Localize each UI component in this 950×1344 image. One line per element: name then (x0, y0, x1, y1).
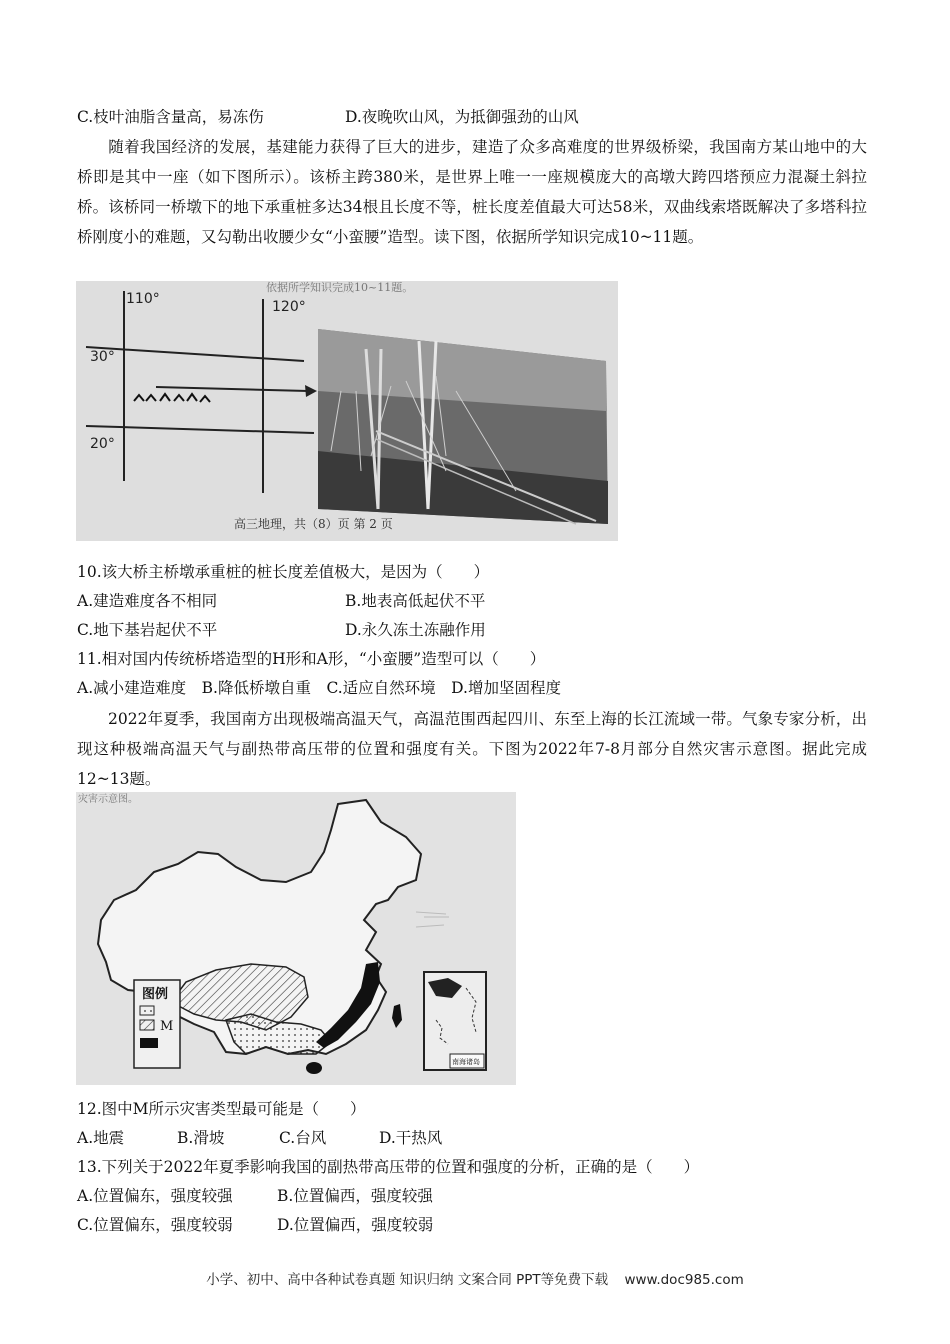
q12-stem: 12.图中M所示灾害类型最可能是（ ） (77, 1100, 366, 1118)
q13-option-c: C.位置偏东，强度较弱 (77, 1216, 233, 1234)
q12-option-d: D.干热风 (379, 1129, 443, 1147)
passage-bridge-text: 随着我国经济的发展，基建能力获得了巨大的进步，建造了众多高难度的世界级桥梁，我国南方某山地中的大桥即是其中一座（如下图所示）。该桥主跨380米，是世界上唯一一座规模庞大的高墩大跨四塔预应力混凝土斜拉桥。该桥同一桥墩下的地下承重桩多达34根且长度不等，桩长度差值最大可达58米，双曲线索塔既解决了多塔科拉桥刚度小的难题，又勾勒出收腰少女“小蛮腰”造型。读下图，依据所学知识完成10~11题。 (77, 138, 867, 246)
q10-option-a: A.建造难度各不相同 (77, 592, 218, 610)
legend-dotted-swatch (140, 1006, 154, 1015)
inset-label: 南海诸岛 (452, 1058, 480, 1066)
hainan-island (306, 1062, 322, 1074)
south-china-sea-inset (424, 972, 486, 1070)
figure1-top-text: 依据所学知识完成10~11题。 (266, 281, 414, 294)
bridge-figure-svg (76, 281, 618, 541)
legend-hatch-swatch (140, 1020, 154, 1030)
q9-option-c: C.枝叶油脂含量高，易冻伤 (77, 108, 264, 126)
q11-stem: 11.相对国内传统桥塔造型的H形和A形，“小蛮腰”造型可以（ ） (77, 650, 546, 668)
lon-label-120: 120° (272, 299, 306, 315)
page-footer (0, 1268, 950, 1288)
footer-url-link[interactable]: www.doc985.com (624, 1272, 744, 1288)
lat-label-30: 30° (90, 349, 115, 365)
q10-options-row-2 (77, 619, 486, 641)
q13-option-d: D.位置偏西，强度较弱 (277, 1216, 434, 1234)
q11-options: A.减小建造难度 B.降低桥墩自重 C.适应自然环境 D.增加坚固程度 (77, 679, 561, 697)
passage-bridge (77, 132, 867, 252)
q12-option-c: C.台风 (279, 1129, 327, 1147)
q12-options-row (77, 1127, 443, 1149)
q13-options-row-1 (77, 1185, 433, 1207)
q10-stem: 10.该大桥主桥墩承重桩的桩长度差值极大，是因为（ ） (77, 563, 490, 581)
bridge-location-figure (76, 281, 618, 541)
footer-text: 小学、初中、高中各种试卷真题 知识归纳 文案合同 PPT等免费下载 (206, 1272, 609, 1288)
passage-heat-text: 2022年夏季，我国南方出现极端高温天气，高温范围西起四川、东至上海的长江流域一带。气象专家分析，出现这种极端高温天气与副热带高压带的位置和强度有关。下图为2022年7-8月部分自然灾害示意图。据此完成12~13题。 (77, 710, 867, 788)
passage-heat (77, 704, 867, 794)
q13-options-row-2 (77, 1214, 434, 1236)
q12-option-b: B.滑坡 (177, 1129, 225, 1147)
q9-options-row (77, 106, 579, 128)
figure1-bottom-text: 高三地理，共（8）页 第 2 页 (234, 517, 393, 531)
legend-title: 图例 (142, 987, 169, 1002)
figure2-top-text: 灾害示意图。 (78, 794, 138, 805)
map-legend (134, 980, 180, 1068)
disaster-map-figure (76, 792, 516, 1085)
q12-option-a: A.地震 (77, 1129, 125, 1147)
lon-label-110: 110° (126, 291, 160, 307)
legend-black-swatch (140, 1038, 158, 1048)
q10-option-c: C.地下基岩起伏不平 (77, 621, 218, 639)
q13-option-b: B.位置偏西，强度较强 (277, 1187, 433, 1205)
bridge-photo (318, 329, 608, 524)
q9-option-d: D.夜晚吹山风，为抵御强劲的山风 (345, 108, 579, 126)
q10-option-b: B.地表高低起伏不平 (345, 592, 486, 610)
q10-option-d: D.永久冻土冻融作用 (345, 621, 486, 639)
q13-option-a: A.位置偏东，强度较强 (77, 1187, 233, 1205)
legend-m-label: M (160, 1019, 174, 1034)
lat-label-20: 20° (90, 436, 115, 452)
disaster-map-svg (76, 792, 516, 1085)
q10-options-row-1 (77, 590, 486, 612)
q13-stem: 13.下列关于2022年夏季影响我国的副热带高压带的位置和强度的分析，正确的是（ ） (77, 1158, 700, 1176)
